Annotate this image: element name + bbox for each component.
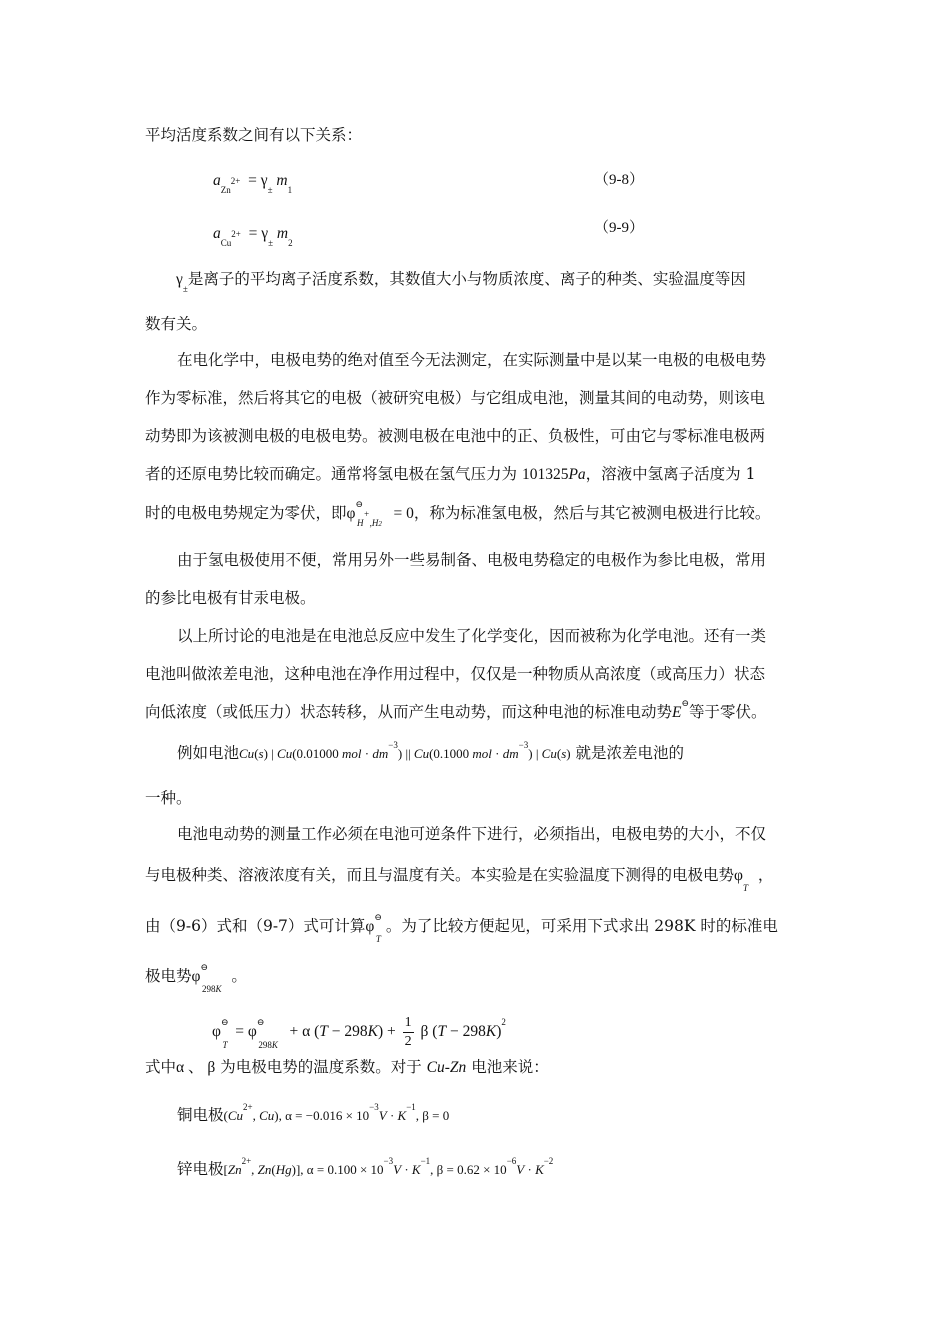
- copper-electrode-line: [177, 1101, 837, 1127]
- text: 等于零伏。: [689, 703, 767, 721]
- zinc-electrode-line: [177, 1155, 837, 1181]
- text: 。: [231, 967, 247, 985]
- paragraph-measurement-line3: [145, 911, 805, 945]
- paragraph-measurement-line4: [145, 961, 805, 995]
- text: 极电势: [145, 967, 192, 985]
- paragraph-measurement-line1: 电池电动势的测量工作必须在电池可逆条件下进行，必须指出，电极电势的大小，不仅: [177, 825, 767, 843]
- text: 与电极种类、溶液浓度有关，而且与温度有关。本实验是在实验温度下测得的电极电势: [145, 866, 735, 884]
- paragraph-measurement-line2: [145, 864, 805, 894]
- text: 是离子的平均离子活度系数，其数值大小与物质浓度、离子的种类、实验温度等因: [187, 270, 746, 288]
- paragraph-concentration-line1: 以上所讨论的电池是在电池总反应中发生了化学变化，因而被称为化学电池。还有一类: [177, 627, 767, 645]
- paragraph-intro: [145, 124, 805, 146]
- text: ，称为标准氢电极，然后与其它被测电极进行比较。: [413, 504, 771, 522]
- text: 向低浓度（或低压力）状态转移，从而产生电动势，而这种电池的标准电动势: [145, 703, 673, 721]
- paragraph-gamma-line2: 数有关。: [145, 315, 208, 333]
- equation-9-9: $a_{Cu^{2+}} = \gamma_\pm$ $m_2$: [213, 225, 293, 249]
- equation-number-9-8: （9-8）: [594, 172, 644, 188]
- text: 者的还原电势比较而确定。通常将氢电极在氢气压力为: [145, 465, 518, 483]
- text: 平均活度系数之间有以下关系：: [145, 126, 363, 144]
- phi-t-symbol: $\varphi_T$: [734, 867, 748, 894]
- hydrogen-phi-formula: $\varphi^⊖_{H^+,H2} = 0$: [346, 498, 414, 529]
- text: 为电极电势的温度系数。对于: [220, 1058, 422, 1076]
- temperature-equation: $\varphi^⊖_T = \varphi^⊖_{298K} + \alpha$ (T − 298K) + $\frac{1}{2}$ β $(T - 298K)^2$: [212, 1015, 506, 1051]
- text: 时的电极电势规定为零伏，即: [145, 504, 347, 522]
- text: 就是浓差电池的: [575, 744, 685, 762]
- one-half-fraction: $\frac{1}{2}$: [404, 1015, 412, 1049]
- text: 例如电池: [177, 744, 240, 762]
- paragraph-electrochem-line5: [145, 498, 805, 529]
- paragraph-example-line2: 一种。: [145, 789, 192, 807]
- zinc-coefficients: [$Zn^{2+}$, Zn(Hg)], $\alpha = 0.100 \times 10^{-3}V \cdot K^{-1}$, $\beta = 0.62 \times 10^{-6}V \cdot K^{-2}$: [223, 1155, 554, 1177]
- cell-notation: Cu(s) | Cu(0.01000 mol · $dm^{-3}$) || Cu(0.1000 mol · $dm^{-3}$) | Cu(s): [239, 739, 571, 761]
- phi-298-symbol: $\varphi^⊖_{298K}$: [191, 961, 222, 995]
- text: 。为了比较方便起见，可采用下式求出 298K 时的标准电: [385, 917, 778, 935]
- text: 电池来说：: [471, 1058, 549, 1076]
- text: 铜电极: [177, 1106, 224, 1124]
- text: ，: [757, 866, 774, 884]
- text: 锌电极: [177, 1160, 224, 1178]
- text: 式中: [145, 1058, 177, 1076]
- paragraph-reference-line1: 由于氢电极使用不便，常用另外一些易制备、电极电势稳定的电极作为参比电极，常用: [177, 551, 767, 569]
- copper-coefficients: ($Cu^{2+}$, Cu), $\alpha = -0.016 \times 10^{-3}V \cdot K^{-1}$, β = 0: [223, 1101, 450, 1123]
- paragraph-electrochem-line4: [145, 463, 805, 486]
- pressure-unit: Pa: [568, 466, 586, 483]
- phi-t-standard-symbol: $\varphi^⊖_T$: [365, 911, 382, 945]
- paragraph-example-line1: [177, 739, 837, 765]
- paragraph-concentration-line2: 电池叫做浓差电池，这种电池在净作用过程中，仅仅是一种物质从高浓度（或高压力）状态: [145, 665, 766, 683]
- pressure-value: 101325: [521, 466, 569, 483]
- paragraph-coefficients: 式中α 、 β 为电极电势的温度系数。对于 Cu-Zn 电池来说：: [145, 1058, 549, 1076]
- standard-emf-symbol: E⊖: [672, 697, 690, 721]
- text: 由（9-6）式和（9-7）式可计算: [145, 917, 366, 935]
- paragraph-reference-line2: 的参比电极有甘汞电极。: [145, 589, 316, 607]
- text: ，溶液中氢离子活度为 1: [585, 465, 756, 483]
- equation-number-9-9: （9-9）: [594, 220, 644, 236]
- cell-name: Cu-Zn: [426, 1059, 467, 1076]
- paragraph-gamma-line1: $\gamma_\pm$是离子的平均离子活度系数，其数值大小与物质浓度、离子的种类、实验温度等因: [176, 270, 746, 295]
- paragraph-electrochem-line1: 在电化学中，电极电势的绝对值至今无法测定，在实际测量中是以某一电极的电极电势: [177, 351, 767, 369]
- paragraph-electrochem-line2: 作为零标准，然后将其它的电极（被研究电极）与它组成电池，测量其间的电动势，则该电: [145, 389, 766, 407]
- equation-9-8: $a_{Zn^{2+}} = \gamma_\pm$ $m_1$: [213, 172, 293, 196]
- paragraph-concentration-line3: [145, 697, 805, 724]
- paragraph-electrochem-line3: 动势即为该被测电极的电极电势。被测电极在电池中的正、负极性，可由它与零标准电极两: [145, 427, 766, 445]
